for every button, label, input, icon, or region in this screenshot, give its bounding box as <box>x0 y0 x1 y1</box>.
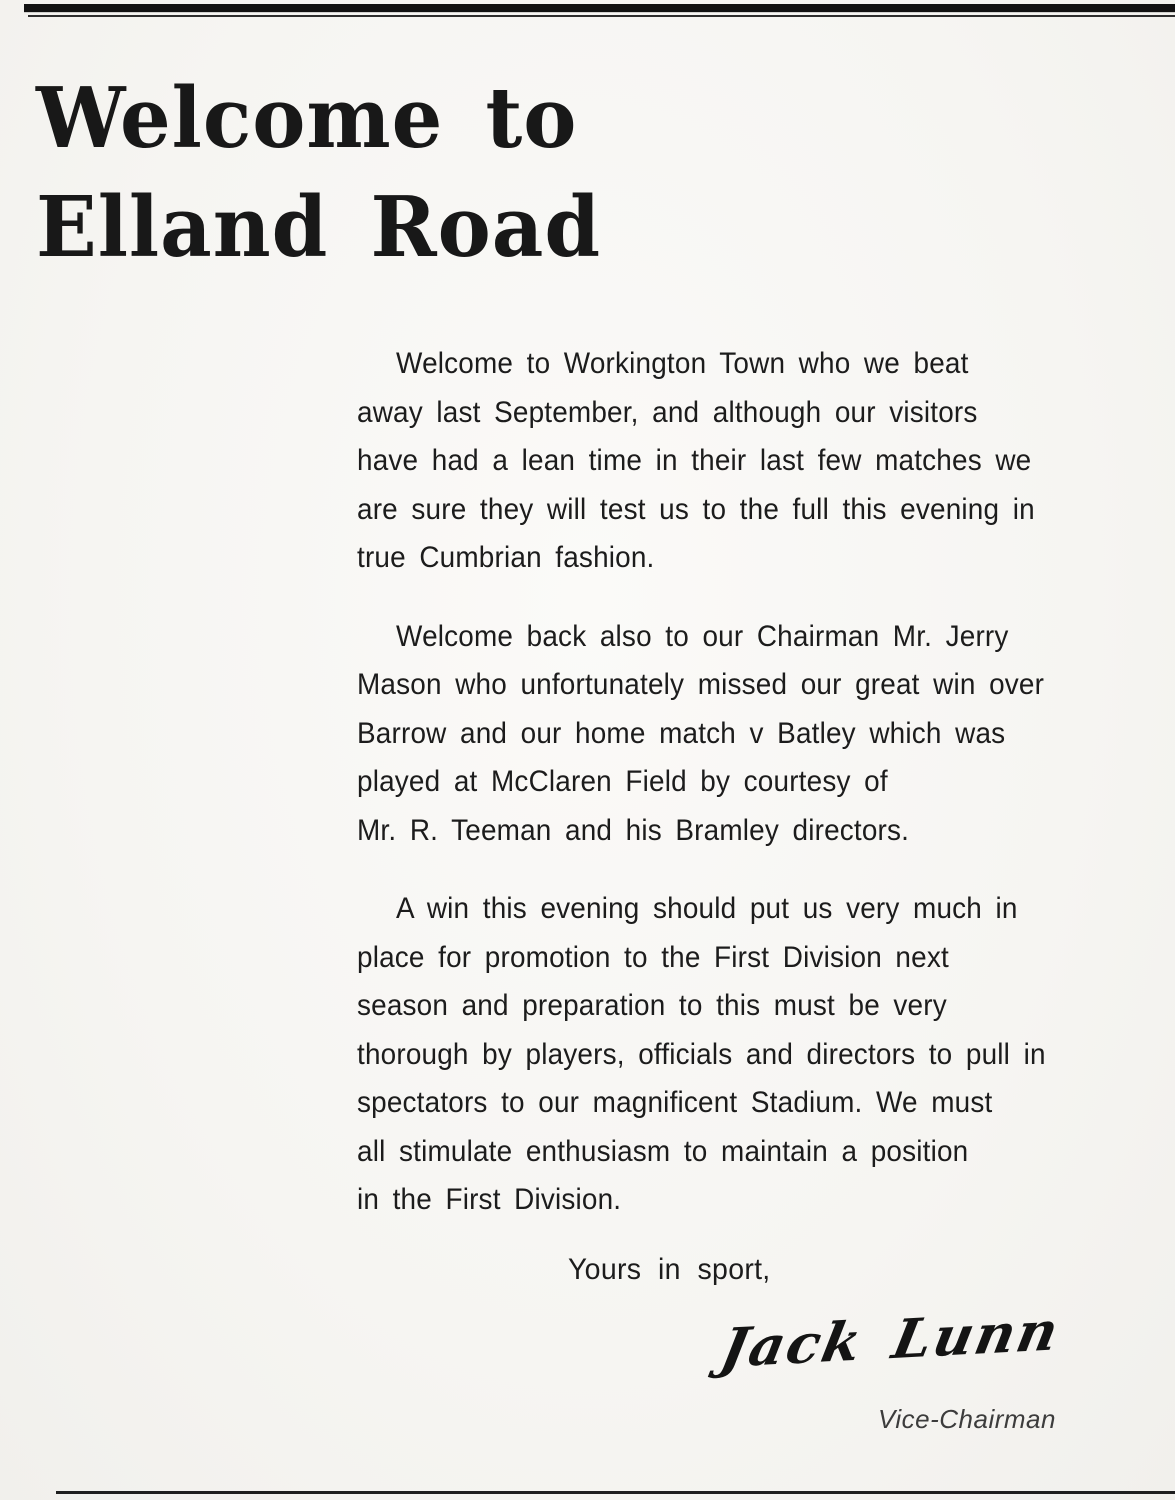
paragraph-3-line-7: in the First Division. <box>357 1183 622 1216</box>
page-title <box>36 64 601 282</box>
paragraph-3-line-1: A win this evening should put us very much in <box>396 892 1018 925</box>
signature-jack-lunn: Jack Lunn <box>715 1298 1066 1380</box>
paragraph-1-line-3: have had a lean time in their last few matches we <box>357 444 1032 477</box>
paragraph-2 <box>357 613 1097 856</box>
signer-title: Vice-Chairman <box>878 1404 1056 1434</box>
paragraph-3-line-5: spectators to our magnificent Stadium. We must <box>357 1086 993 1119</box>
top-rule-thin <box>28 15 1175 17</box>
paragraph-2-line-5: Mr. R. Teeman and his Bramley directors. <box>357 813 910 847</box>
paragraph-1-line-2: away last September, and although our visitors <box>357 395 978 429</box>
page-title-line-2: Elland Road <box>36 178 602 276</box>
body-copy <box>357 340 1097 1225</box>
paragraph-2-line-1: Welcome back also to our Chairman Mr. Jerry <box>396 619 1009 653</box>
valediction: Yours in sport, <box>568 1253 771 1286</box>
paragraph-3-line-4: thorough by players, officials and directors to pull in <box>357 1037 1046 1071</box>
paragraph-1-line-1: Welcome to Workington Town who we beat <box>396 347 969 380</box>
paragraph-3-line-2: place for promotion to the First Division next <box>357 940 949 974</box>
paragraph-3-line-3: season and preparation to this must be very <box>357 989 947 1022</box>
top-rule-thick <box>24 4 1175 12</box>
paragraph-1 <box>357 340 1097 583</box>
paragraph-1-line-4: are sure they will test us to the full this evening in <box>357 492 1035 526</box>
paragraph-1-line-5: true Cumbrian fashion. <box>357 541 655 574</box>
paragraph-3 <box>357 885 1097 1225</box>
bottom-rule <box>56 1491 1175 1494</box>
paragraph-3-line-6: all stimulate enthusiasm to maintain a position <box>357 1134 969 1168</box>
page-title-line-1: Welcome to <box>36 69 578 167</box>
paragraph-2-line-2: Mason who unfortunately missed our great win over <box>357 668 1045 701</box>
paragraph-2-line-3: Barrow and our home match v Batley which was <box>357 716 1006 750</box>
paragraph-2-line-4: played at McClaren Field by courtesy of <box>357 765 888 798</box>
